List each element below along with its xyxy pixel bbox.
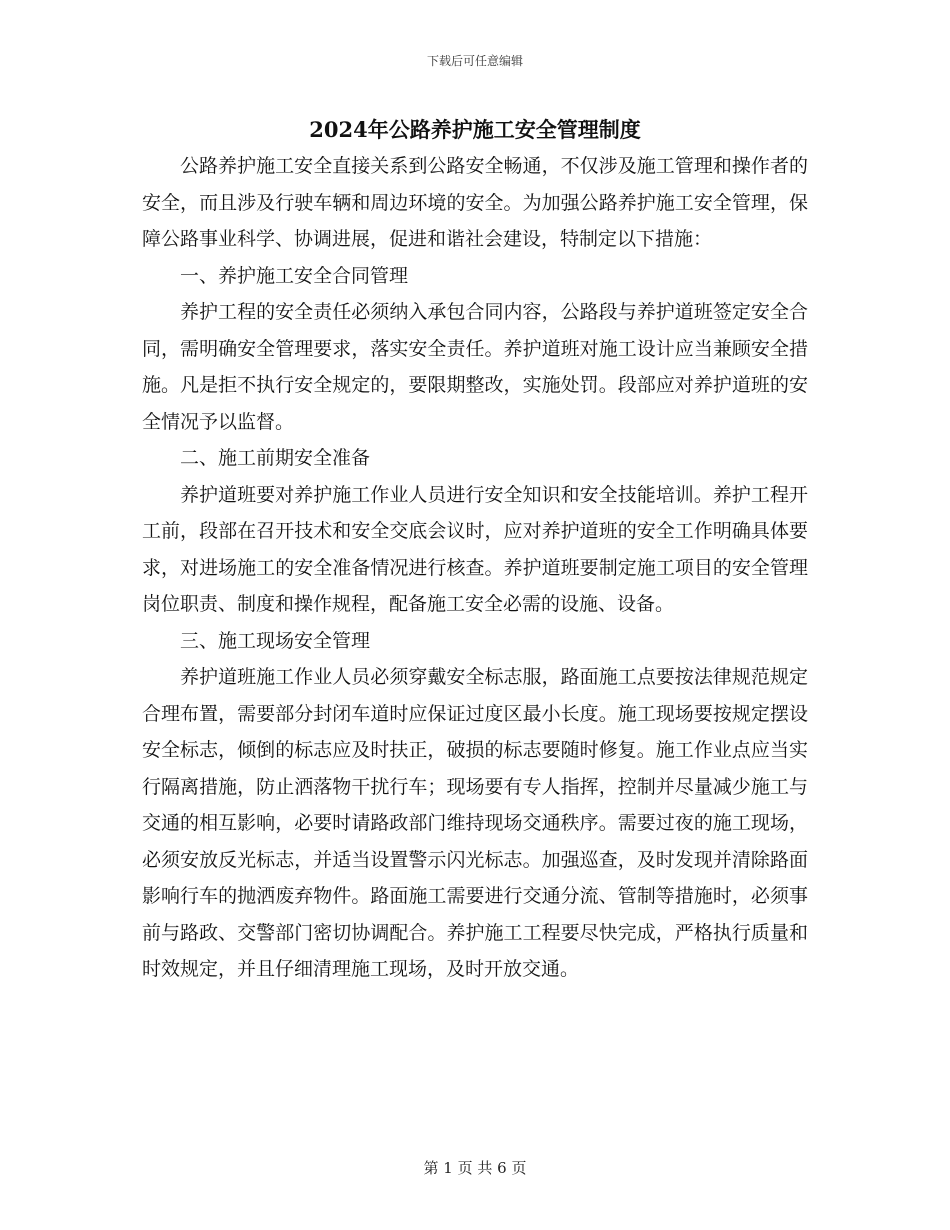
section-heading-3: 三、施工现场安全管理 (180, 629, 371, 652)
section-heading-2: 二、施工前期安全准备 (180, 447, 371, 469)
header-note: 下载后可任意编辑 (426, 54, 523, 68)
document-title: 2024年公路养护施工安全管理制度 (309, 117, 641, 142)
page-number: 第 1 页 共 6 页 (423, 1159, 527, 1177)
section-paragraph-3: 养护道班施工作业人员必须穿戴安全标志服，路面施工点要按法律规范规定合理布置，需要部分封闭车道时应保证过度区最小长度。施工现场要按规定摆设安全标志，倾倒的标志应及时扶正，破损的标志要随时修复。施工作业点应当实行隔离措施，防止洒落物干扰行车；现场要有专人指挥，控制并尽量减少施工与交通的相互影响，必要时请路政部门维持现场交通秩序。需要过夜的施工现场，必须安放反光标志，并适当设置警示闪光标志。加强巡查，及时发现并清除路面影响行车的抛洒废弃物件。路面施工需要进行交通分流、管制等措施时，必须事前与路政、交警部门密切协调配合。养护施工工程要尽快完成，严格执行质量和时效规定，并且仔细清理施工现场，及时开放交通。 (142, 666, 808, 980)
document-body (142, 148, 808, 988)
section-paragraph-2: 养护道班要对养护施工作业人员进行安全知识和安全技能培训。养护工程开工前，段部在召开技术和安全交底会议时，应对养护道班的安全工作明确具体要求，对进场施工的安全准备情况进行核查。养护道班要制定施工项目的安全管理岗位职责、制度和操作规程，配备施工安全必需的设施、设备。 (142, 483, 808, 615)
intro-paragraph: 公路养护施工安全直接关系到公路安全畅通，不仅涉及施工管理和操作者的安全，而且涉及行驶车辆和周边环境的安全。为加强公路养护施工安全管理，保障公路事业科学、协调进展，促进和谐社会建设，特制定以下措施： (142, 155, 808, 250)
section-paragraph-1: 养护工程的安全责任必须纳入承包合同内容，公路段与养护道班签定安全合同，需明确安全管理要求，落实安全责任。养护道班对施工设计应当兼顾安全措施。凡是拒不执行安全规定的，要限期整改，实施处罚。段部应对养护道班的安全情况予以监督。 (142, 301, 808, 433)
section-heading-1: 一、养护施工安全合同管理 (180, 264, 409, 287)
